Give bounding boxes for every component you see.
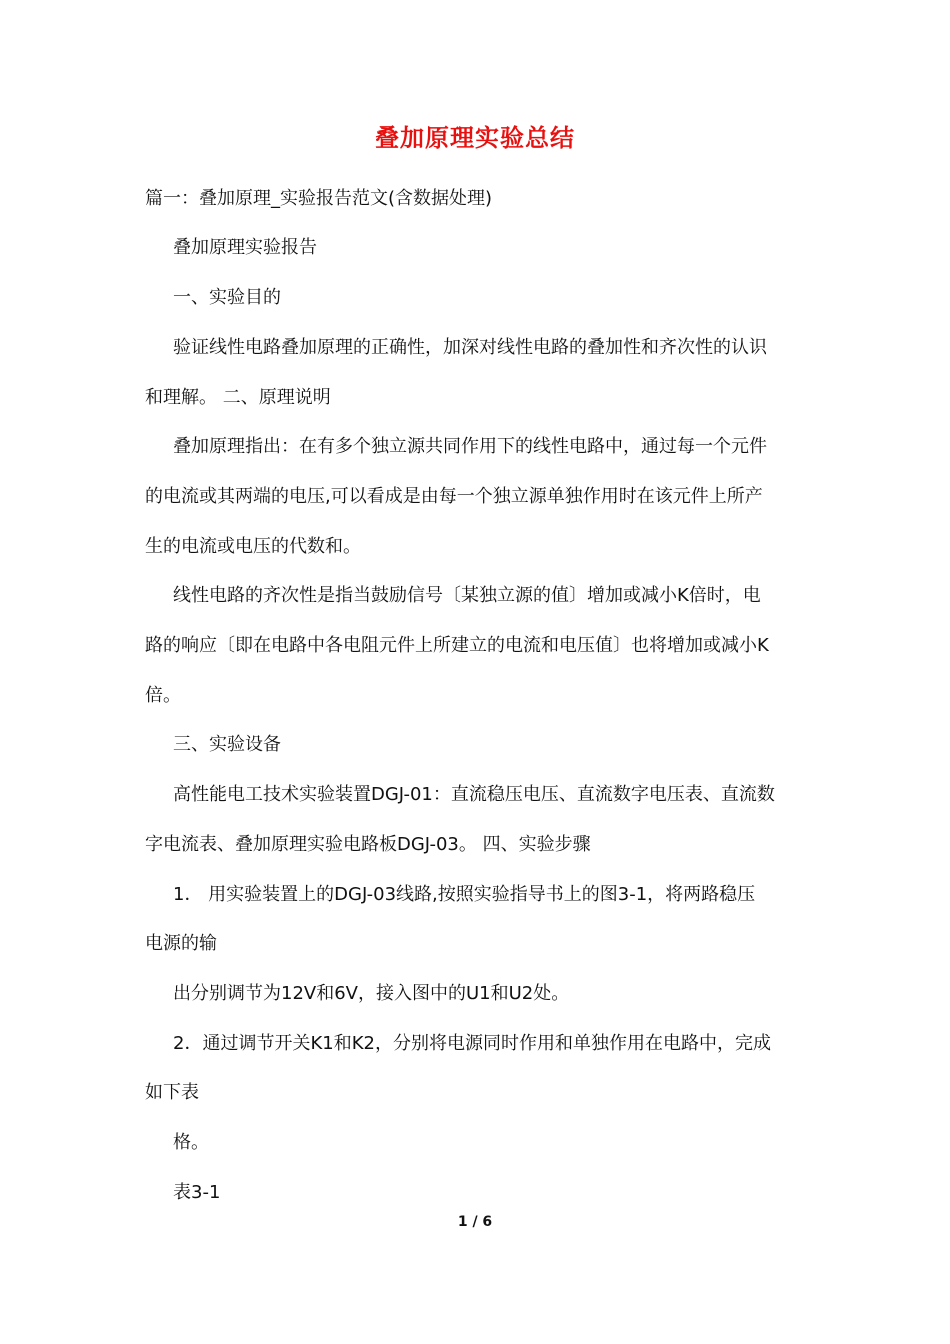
section-heading: 一、实验目的 xyxy=(173,287,281,308)
paragraph-line: 路的响应〔即在电路中各电阻元件上所建立的电流和电压值〕也将增加或减小K xyxy=(145,635,769,656)
paragraph-line: 和理解。 二、原理说明 xyxy=(145,387,331,408)
step-line: 格。 xyxy=(173,1132,209,1153)
paragraph-line: 线性电路的齐次性是指当鼓励信号〔某独立源的值〕增加或减小K倍时，电 xyxy=(173,585,761,606)
step-line: 如下表 xyxy=(145,1082,199,1103)
section-heading: 篇一：叠加原理_实验报告范文(含数据处理) xyxy=(145,188,493,209)
step-line: 出分别调节为12V和6V，接入图中的U1和U2处。 xyxy=(173,983,570,1004)
paragraph-line: 生的电流或电压的代数和。 xyxy=(145,536,361,557)
step-line: 2．通过调节开关K1和K2，分别将电源同时作用和单独作用在电路中，完成 xyxy=(173,1033,771,1054)
paragraph-line: 叠加原理指出：在有多个独立源共同作用下的线性电路中，通过每一个元件 xyxy=(173,436,767,457)
table-caption: 表3-1 xyxy=(173,1182,221,1203)
paragraph-line: 的电流或其两端的电压,可以看成是由每一个独立源单独作用时在该元件上所产 xyxy=(145,486,763,507)
report-title: 叠加原理实验报告 xyxy=(173,237,317,258)
paragraph-line: 验证线性电路叠加原理的正确性，加深对线性电路的叠加性和齐次性的认识 xyxy=(173,337,767,358)
document-title: 叠加原理实验总结 xyxy=(375,124,575,152)
paragraph-line: 倍。 xyxy=(145,685,181,706)
step-line: 1． 用实验装置上的DGJ-03线路,按照实验指导书上的图3-1，将两路稳压 xyxy=(173,884,756,905)
step-line: 电源的输 xyxy=(145,933,217,954)
paragraph-line: 高性能电工技术实验装置DGJ-01：直流稳压电压、直流数字电压表、直流数 xyxy=(173,784,775,805)
paragraph-line: 字电流表、叠加原理实验电路板DGJ-03。 四、实验步骤 xyxy=(145,834,591,855)
page-indicator: 1 / 6 xyxy=(457,1214,493,1230)
section-heading: 三、实验设备 xyxy=(173,734,281,755)
